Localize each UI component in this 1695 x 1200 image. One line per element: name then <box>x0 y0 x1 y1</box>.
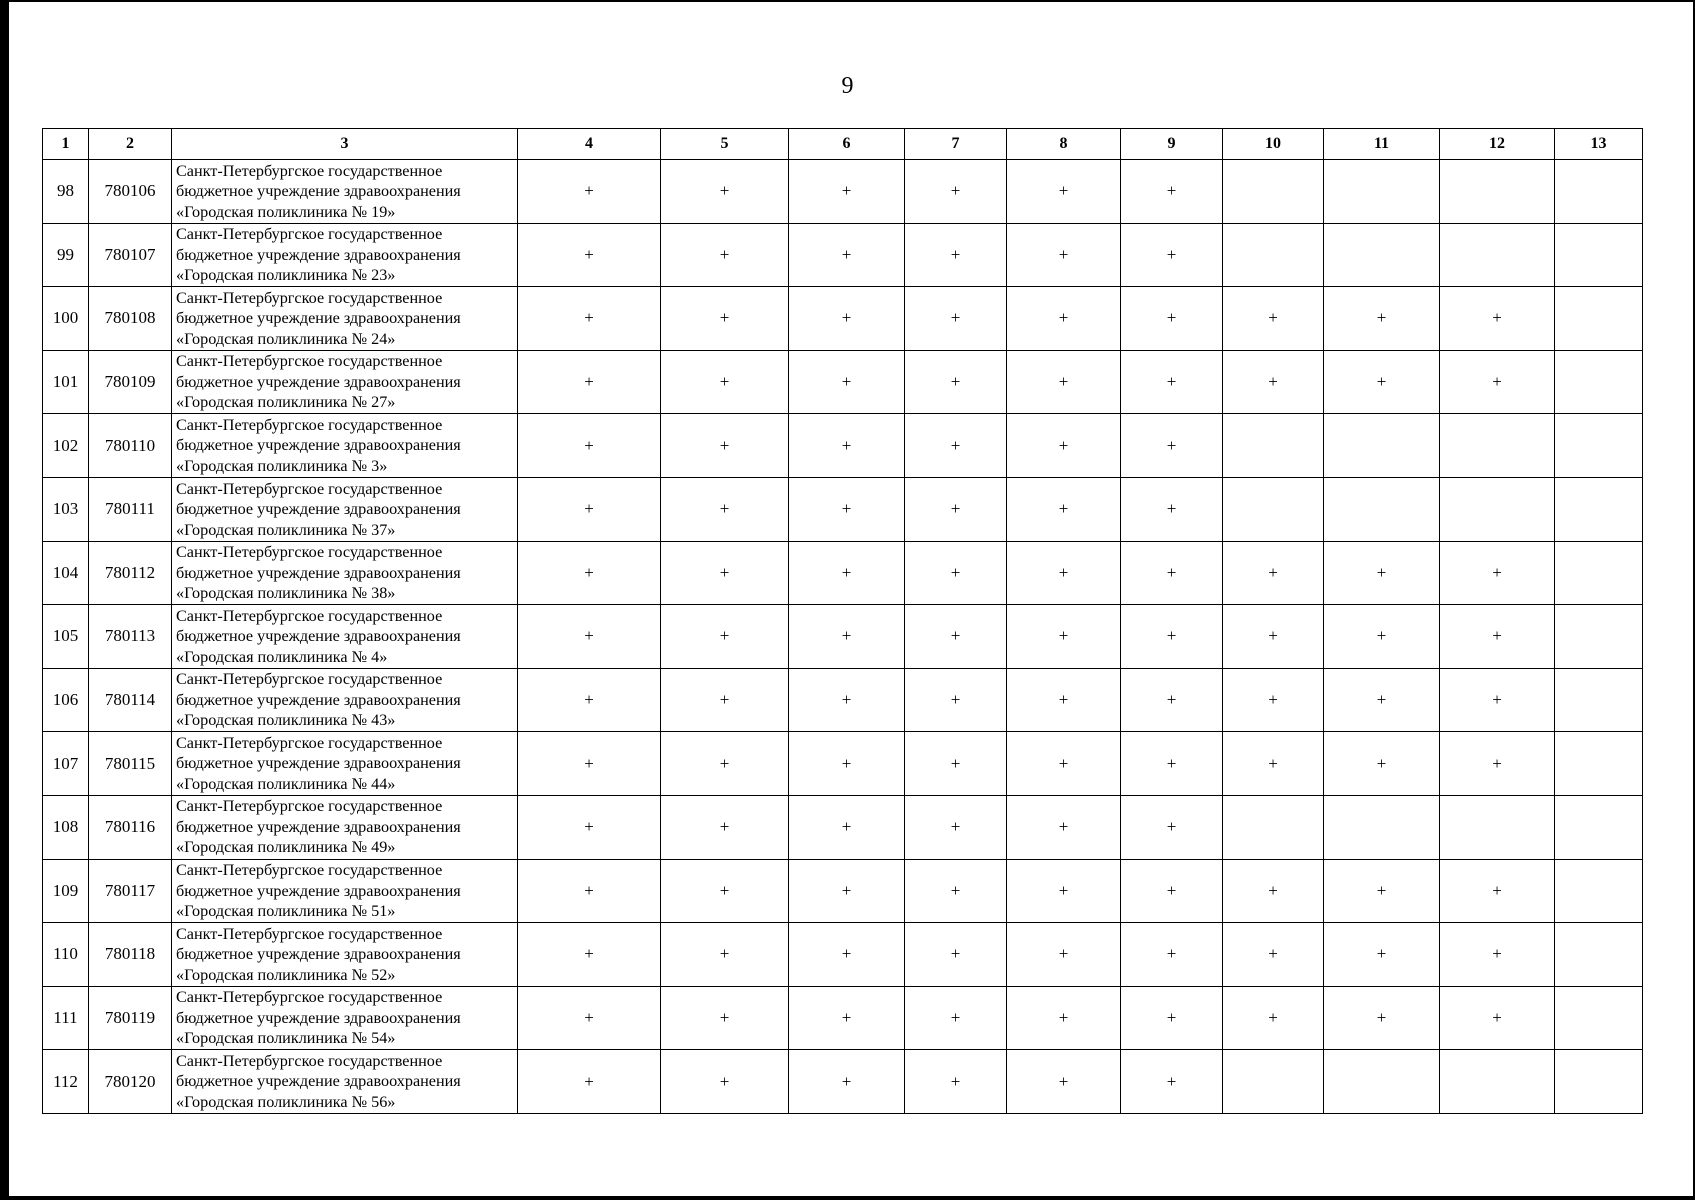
mark-cell-col-12 <box>1440 477 1555 541</box>
mark-cell-col-7: + <box>905 795 1007 859</box>
organization-name-line: «Городская поликлиника № 19» <box>176 202 396 221</box>
mark-cell-col-6: + <box>789 350 905 414</box>
organization-code-cell: 780116 <box>89 795 172 859</box>
mark-cell-col-13 <box>1555 923 1643 987</box>
organization-name-line: «Городская поликлиника № 43» <box>176 711 396 730</box>
row-number-cell: 99 <box>43 223 89 287</box>
mark-cell-col-12: + <box>1440 350 1555 414</box>
column-header-4: 4 <box>518 129 661 160</box>
mark-cell-col-10: + <box>1223 986 1324 1050</box>
row-number-cell: 106 <box>43 668 89 732</box>
mark-cell-col-11 <box>1324 160 1440 224</box>
mark-cell-col-6: + <box>789 668 905 732</box>
table-row <box>43 605 1643 669</box>
organization-name-line: Санкт-Петербургское государственное <box>176 1051 443 1070</box>
mark-cell-col-7: + <box>905 414 1007 478</box>
mark-cell-col-8: + <box>1007 287 1121 351</box>
mark-cell-col-5: + <box>661 605 789 669</box>
mark-cell-col-11: + <box>1324 541 1440 605</box>
column-header-9: 9 <box>1121 129 1223 160</box>
mark-cell-col-13 <box>1555 1050 1643 1114</box>
mark-cell-col-10 <box>1223 160 1324 224</box>
mark-cell-col-10 <box>1223 223 1324 287</box>
organization-name-line: бюджетное учреждение здравоохранения <box>176 245 461 264</box>
mark-cell-col-9: + <box>1121 414 1223 478</box>
organization-name-cell <box>172 160 518 224</box>
organization-name-line: «Городская поликлиника № 23» <box>176 266 396 285</box>
organization-name-cell <box>172 668 518 732</box>
mark-cell-col-4: + <box>518 986 661 1050</box>
table-row <box>43 923 1643 987</box>
row-number-cell: 108 <box>43 795 89 859</box>
mark-cell-col-12: + <box>1440 605 1555 669</box>
column-header-2: 2 <box>89 129 172 160</box>
organization-code-cell: 780112 <box>89 541 172 605</box>
mark-cell-col-10: + <box>1223 287 1324 351</box>
column-header-8: 8 <box>1007 129 1121 160</box>
mark-cell-col-4: + <box>518 287 661 351</box>
organization-name-cell <box>172 287 518 351</box>
organization-name-line: Санкт-Петербургское государственное <box>176 415 443 434</box>
mark-cell-col-11: + <box>1324 986 1440 1050</box>
mark-cell-col-13 <box>1555 605 1643 669</box>
organization-name-line: бюджетное учреждение здравоохранения <box>176 817 461 836</box>
row-number-cell: 98 <box>43 160 89 224</box>
organization-name-cell <box>172 223 518 287</box>
mark-cell-col-5: + <box>661 1050 789 1114</box>
mark-cell-col-9: + <box>1121 223 1223 287</box>
organization-name-line: бюджетное учреждение здравоохранения <box>176 309 461 328</box>
organization-name-line: Санкт-Петербургское государственное <box>176 161 443 180</box>
organization-name-line: Санкт-Петербургское государственное <box>176 797 443 816</box>
organization-name-cell <box>172 986 518 1050</box>
organization-code-cell: 780109 <box>89 350 172 414</box>
organization-name-cell <box>172 477 518 541</box>
mark-cell-col-12: + <box>1440 287 1555 351</box>
row-number-cell: 104 <box>43 541 89 605</box>
column-header-1: 1 <box>43 129 89 160</box>
mark-cell-col-8: + <box>1007 795 1121 859</box>
organization-code-cell: 780113 <box>89 605 172 669</box>
column-header-12: 12 <box>1440 129 1555 160</box>
organization-name-cell <box>172 414 518 478</box>
mark-cell-col-10 <box>1223 477 1324 541</box>
mark-cell-col-12: + <box>1440 732 1555 796</box>
mark-cell-col-6: + <box>789 160 905 224</box>
mark-cell-col-6: + <box>789 605 905 669</box>
mark-cell-col-5: + <box>661 732 789 796</box>
organizations-table <box>42 128 1643 1114</box>
mark-cell-col-8: + <box>1007 350 1121 414</box>
organization-name-line: «Городская поликлиника № 3» <box>176 456 388 475</box>
mark-cell-col-10 <box>1223 1050 1324 1114</box>
organization-name-line: Санкт-Петербургское государственное <box>176 861 443 880</box>
mark-cell-col-6: + <box>789 287 905 351</box>
mark-cell-col-12 <box>1440 160 1555 224</box>
organization-name-line: Санкт-Петербургское государственное <box>176 479 443 498</box>
organization-name-line: бюджетное учреждение здравоохранения <box>176 945 461 964</box>
organization-code-cell: 780115 <box>89 732 172 796</box>
mark-cell-col-13 <box>1555 986 1643 1050</box>
mark-cell-col-4: + <box>518 605 661 669</box>
mark-cell-col-13 <box>1555 859 1643 923</box>
mark-cell-col-7: + <box>905 1050 1007 1114</box>
mark-cell-col-7: + <box>905 732 1007 796</box>
row-number-cell: 110 <box>43 923 89 987</box>
table-row <box>43 668 1643 732</box>
row-number-cell: 112 <box>43 1050 89 1114</box>
organization-name-cell <box>172 350 518 414</box>
mark-cell-col-5: + <box>661 160 789 224</box>
page-number: 9 <box>841 73 854 99</box>
mark-cell-col-12 <box>1440 1050 1555 1114</box>
mark-cell-col-12 <box>1440 795 1555 859</box>
table-row <box>43 986 1643 1050</box>
row-number-cell: 103 <box>43 477 89 541</box>
mark-cell-col-4: + <box>518 732 661 796</box>
row-number-cell: 105 <box>43 605 89 669</box>
organization-name-line: Санкт-Петербургское государственное <box>176 924 443 943</box>
organization-code-cell: 780114 <box>89 668 172 732</box>
mark-cell-col-8: + <box>1007 160 1121 224</box>
mark-cell-col-9: + <box>1121 605 1223 669</box>
mark-cell-col-5: + <box>661 795 789 859</box>
organization-name-line: Санкт-Петербургское государственное <box>176 543 443 562</box>
organization-name-line: «Городская поликлиника № 4» <box>176 647 388 666</box>
mark-cell-col-4: + <box>518 414 661 478</box>
organization-name-cell <box>172 859 518 923</box>
mark-cell-col-8: + <box>1007 859 1121 923</box>
organization-code-cell: 780120 <box>89 1050 172 1114</box>
mark-cell-col-5: + <box>661 287 789 351</box>
mark-cell-col-7: + <box>905 477 1007 541</box>
mark-cell-col-11: + <box>1324 605 1440 669</box>
mark-cell-col-6: + <box>789 1050 905 1114</box>
row-number-cell: 111 <box>43 986 89 1050</box>
mark-cell-col-13 <box>1555 732 1643 796</box>
organization-name-cell <box>172 732 518 796</box>
table-row <box>43 477 1643 541</box>
mark-cell-col-10: + <box>1223 541 1324 605</box>
mark-cell-col-6: + <box>789 795 905 859</box>
mark-cell-col-11: + <box>1324 350 1440 414</box>
column-header-10: 10 <box>1223 129 1324 160</box>
mark-cell-col-12: + <box>1440 986 1555 1050</box>
mark-cell-col-4: + <box>518 668 661 732</box>
organization-name-line: бюджетное учреждение здравоохранения <box>176 182 461 201</box>
mark-cell-col-5: + <box>661 350 789 414</box>
organization-name-line: Санкт-Петербургское государственное <box>176 288 443 307</box>
mark-cell-col-9: + <box>1121 1050 1223 1114</box>
organization-name-line: бюджетное учреждение здравоохранения <box>176 372 461 391</box>
mark-cell-col-11: + <box>1324 859 1440 923</box>
mark-cell-col-5: + <box>661 986 789 1050</box>
mark-cell-col-6: + <box>789 477 905 541</box>
mark-cell-col-4: + <box>518 350 661 414</box>
mark-cell-col-13 <box>1555 223 1643 287</box>
organization-code-cell: 780108 <box>89 287 172 351</box>
mark-cell-col-7: + <box>905 605 1007 669</box>
mark-cell-col-7: + <box>905 859 1007 923</box>
mark-cell-col-5: + <box>661 414 789 478</box>
mark-cell-col-8: + <box>1007 414 1121 478</box>
mark-cell-col-13 <box>1555 160 1643 224</box>
mark-cell-col-9: + <box>1121 795 1223 859</box>
mark-cell-col-13 <box>1555 668 1643 732</box>
mark-cell-col-12: + <box>1440 923 1555 987</box>
organization-name-line: Санкт-Петербургское государственное <box>176 352 443 371</box>
organization-name-cell <box>172 1050 518 1114</box>
mark-cell-col-9: + <box>1121 986 1223 1050</box>
table-row <box>43 414 1643 478</box>
mark-cell-col-12: + <box>1440 541 1555 605</box>
row-number-cell: 107 <box>43 732 89 796</box>
mark-cell-col-5: + <box>661 477 789 541</box>
mark-cell-col-8: + <box>1007 605 1121 669</box>
organization-name-line: «Городская поликлиника № 27» <box>176 393 396 412</box>
table-row <box>43 732 1643 796</box>
mark-cell-col-9: + <box>1121 923 1223 987</box>
mark-cell-col-8: + <box>1007 223 1121 287</box>
mark-cell-col-8: + <box>1007 477 1121 541</box>
mark-cell-col-11 <box>1324 223 1440 287</box>
mark-cell-col-9: + <box>1121 859 1223 923</box>
table-row <box>43 541 1643 605</box>
mark-cell-col-10: + <box>1223 350 1324 414</box>
organization-name-line: бюджетное учреждение здравоохранения <box>176 627 461 646</box>
organization-name-cell <box>172 541 518 605</box>
mark-cell-col-7: + <box>905 541 1007 605</box>
organization-code-cell: 780117 <box>89 859 172 923</box>
organization-name-line: Санкт-Петербургское государственное <box>176 670 443 689</box>
organization-name-line: бюджетное учреждение здравоохранения <box>176 690 461 709</box>
mark-cell-col-6: + <box>789 923 905 987</box>
mark-cell-col-10: + <box>1223 668 1324 732</box>
mark-cell-col-4: + <box>518 223 661 287</box>
mark-cell-col-8: + <box>1007 668 1121 732</box>
mark-cell-col-11 <box>1324 477 1440 541</box>
scan-border-top <box>0 0 1695 2</box>
organization-code-cell: 780106 <box>89 160 172 224</box>
mark-cell-col-12: + <box>1440 859 1555 923</box>
mark-cell-col-11 <box>1324 1050 1440 1114</box>
table-row <box>43 350 1643 414</box>
mark-cell-col-6: + <box>789 414 905 478</box>
mark-cell-col-10: + <box>1223 605 1324 669</box>
organization-name-line: бюджетное учреждение здравоохранения <box>176 436 461 455</box>
mark-cell-col-13 <box>1555 350 1643 414</box>
mark-cell-col-11: + <box>1324 732 1440 796</box>
organization-name-line: «Городская поликлиника № 51» <box>176 902 396 921</box>
mark-cell-col-6: + <box>789 732 905 796</box>
row-number-cell: 109 <box>43 859 89 923</box>
mark-cell-col-8: + <box>1007 541 1121 605</box>
organization-name-line: бюджетное учреждение здравоохранения <box>176 754 461 773</box>
mark-cell-col-12 <box>1440 414 1555 478</box>
organization-code-cell: 780111 <box>89 477 172 541</box>
organization-name-line: бюджетное учреждение здравоохранения <box>176 563 461 582</box>
mark-cell-col-11: + <box>1324 668 1440 732</box>
organization-name-line: «Городская поликлиника № 24» <box>176 329 396 348</box>
mark-cell-col-4: + <box>518 1050 661 1114</box>
table-row <box>43 287 1643 351</box>
mark-cell-col-9: + <box>1121 541 1223 605</box>
mark-cell-col-10: + <box>1223 859 1324 923</box>
table-row <box>43 795 1643 859</box>
row-number-cell: 102 <box>43 414 89 478</box>
mark-cell-col-13 <box>1555 795 1643 859</box>
mark-cell-col-9: + <box>1121 668 1223 732</box>
mark-cell-col-7: + <box>905 923 1007 987</box>
mark-cell-col-9: + <box>1121 287 1223 351</box>
column-header-11: 11 <box>1324 129 1440 160</box>
mark-cell-col-7: + <box>905 287 1007 351</box>
mark-cell-col-8: + <box>1007 986 1121 1050</box>
mark-cell-col-12: + <box>1440 668 1555 732</box>
header-row <box>43 129 1643 160</box>
table-row <box>43 223 1643 287</box>
organization-code-cell: 780107 <box>89 223 172 287</box>
organization-name-line: бюджетное учреждение здравоохранения <box>176 881 461 900</box>
row-number-cell: 101 <box>43 350 89 414</box>
scan-border-bottom <box>0 1196 1695 1200</box>
mark-cell-col-6: + <box>789 223 905 287</box>
mark-cell-col-7: + <box>905 350 1007 414</box>
mark-cell-col-5: + <box>661 223 789 287</box>
organization-name-cell <box>172 795 518 859</box>
mark-cell-col-6: + <box>789 986 905 1050</box>
row-number-cell: 100 <box>43 287 89 351</box>
mark-cell-col-13 <box>1555 287 1643 351</box>
mark-cell-col-7: + <box>905 986 1007 1050</box>
organization-name-line: Санкт-Петербургское государственное <box>176 733 443 752</box>
organization-name-line: бюджетное учреждение здравоохранения <box>176 1072 461 1091</box>
mark-cell-col-5: + <box>661 859 789 923</box>
mark-cell-col-9: + <box>1121 477 1223 541</box>
mark-cell-col-8: + <box>1007 923 1121 987</box>
mark-cell-col-8: + <box>1007 1050 1121 1114</box>
organization-code-cell: 780119 <box>89 986 172 1050</box>
column-header-7: 7 <box>905 129 1007 160</box>
column-header-6: 6 <box>789 129 905 160</box>
organization-name-cell <box>172 923 518 987</box>
organization-name-line: Санкт-Петербургское государственное <box>176 606 443 625</box>
mark-cell-col-11 <box>1324 795 1440 859</box>
organization-code-cell: 780110 <box>89 414 172 478</box>
scan-border-left <box>0 0 9 1200</box>
mark-cell-col-11: + <box>1324 923 1440 987</box>
mark-cell-col-4: + <box>518 795 661 859</box>
mark-cell-col-4: + <box>518 541 661 605</box>
organization-name-line: «Городская поликлиника № 54» <box>176 1029 396 1048</box>
organization-name-line: бюджетное учреждение здравоохранения <box>176 500 461 519</box>
mark-cell-col-6: + <box>789 541 905 605</box>
mark-cell-col-5: + <box>661 923 789 987</box>
mark-cell-col-6: + <box>789 859 905 923</box>
column-header-13: 13 <box>1555 129 1643 160</box>
organization-name-line: «Городская поликлиника № 56» <box>176 1092 396 1111</box>
mark-cell-col-7: + <box>905 668 1007 732</box>
table-body <box>43 160 1643 1114</box>
column-header-3: 3 <box>172 129 518 160</box>
table-header <box>43 129 1643 160</box>
organization-name-cell <box>172 605 518 669</box>
mark-cell-col-9: + <box>1121 350 1223 414</box>
mark-cell-col-7: + <box>905 223 1007 287</box>
mark-cell-col-4: + <box>518 859 661 923</box>
mark-cell-col-4: + <box>518 923 661 987</box>
organization-name-line: «Городская поликлиника № 37» <box>176 520 396 539</box>
mark-cell-col-13 <box>1555 414 1643 478</box>
mark-cell-col-9: + <box>1121 732 1223 796</box>
organization-name-line: «Городская поликлиника № 52» <box>176 965 396 984</box>
mark-cell-col-10: + <box>1223 732 1324 796</box>
mark-cell-col-13 <box>1555 541 1643 605</box>
mark-cell-col-4: + <box>518 477 661 541</box>
organization-name-line: «Городская поликлиника № 44» <box>176 774 396 793</box>
mark-cell-col-12 <box>1440 223 1555 287</box>
mark-cell-col-4: + <box>518 160 661 224</box>
mark-cell-col-5: + <box>661 541 789 605</box>
mark-cell-col-13 <box>1555 477 1643 541</box>
column-header-5: 5 <box>661 129 789 160</box>
organization-name-line: «Городская поликлиника № 38» <box>176 584 396 603</box>
table-row <box>43 859 1643 923</box>
mark-cell-col-11: + <box>1324 287 1440 351</box>
organization-name-line: Санкт-Петербургское государственное <box>176 988 443 1007</box>
mark-cell-col-9: + <box>1121 160 1223 224</box>
mark-cell-col-10 <box>1223 795 1324 859</box>
organization-name-line: «Городская поликлиника № 49» <box>176 838 396 857</box>
organization-name-line: бюджетное учреждение здравоохранения <box>176 1008 461 1027</box>
table-row <box>43 160 1643 224</box>
organization-code-cell: 780118 <box>89 923 172 987</box>
mark-cell-col-5: + <box>661 668 789 732</box>
organization-name-line: Санкт-Петербургское государственное <box>176 225 443 244</box>
mark-cell-col-8: + <box>1007 732 1121 796</box>
table-row <box>43 1050 1643 1114</box>
mark-cell-col-11 <box>1324 414 1440 478</box>
mark-cell-col-10: + <box>1223 923 1324 987</box>
mark-cell-col-10 <box>1223 414 1324 478</box>
mark-cell-col-7: + <box>905 160 1007 224</box>
